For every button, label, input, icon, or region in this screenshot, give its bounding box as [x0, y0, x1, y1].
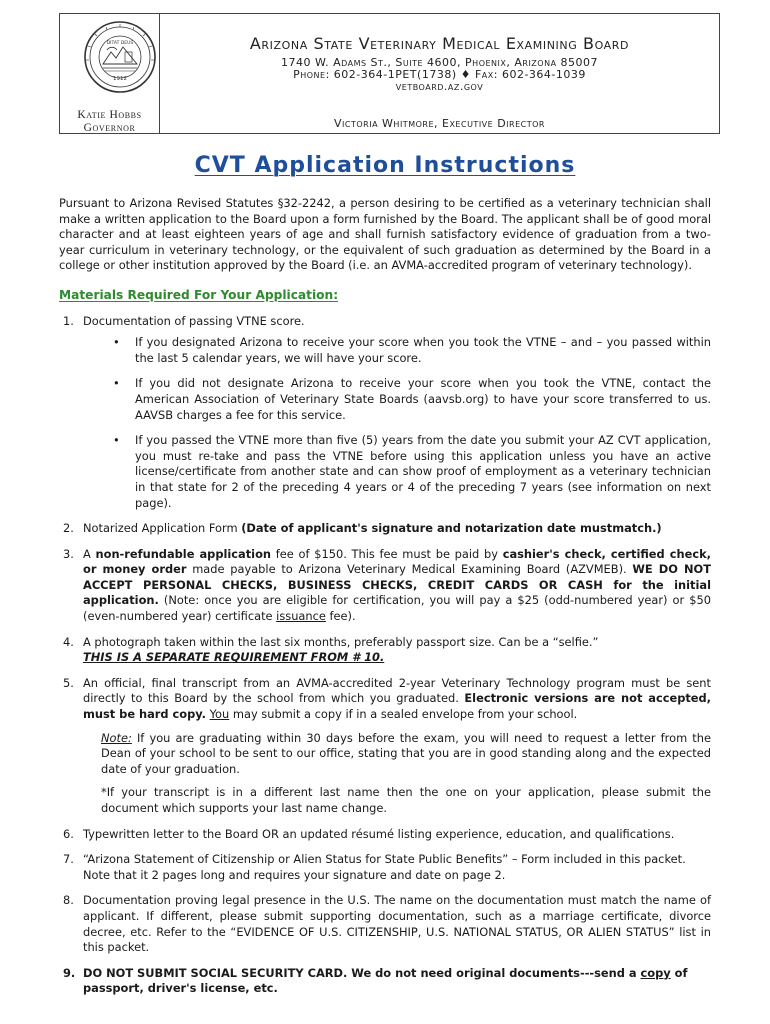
- list-item: [59, 676, 711, 817]
- board-name: Arizona State Veterinary Medical Examining Board: [249, 34, 630, 53]
- list-item: [59, 966, 711, 997]
- item-number: 7.: [63, 852, 74, 867]
- item-text: fee).: [325, 609, 356, 624]
- list-item: [59, 521, 711, 537]
- item-text-bold: (Date of applicant's signature and notarization date mustmatch.): [241, 521, 662, 536]
- bullet-item: [83, 335, 711, 366]
- item-text-underline: issuance: [276, 609, 326, 624]
- item-text-bold: non-refundable application: [95, 546, 272, 561]
- list-item: [59, 852, 711, 883]
- item-number: 2.: [63, 521, 74, 536]
- list-item: [59, 635, 711, 666]
- last-name-note: *If your transcript is in a different last name then the one on your application, please submit the document which supports your last name change.: [101, 785, 711, 815]
- item-text: Notarized Application Form: [83, 521, 242, 536]
- item-number: 6.: [63, 826, 74, 841]
- item-text-bold: Electronic versions are not accepted, must be hard copy.: [83, 691, 711, 722]
- item-paragraph: [83, 676, 711, 723]
- board-address: 1740 W. Adams St., Suite 4600, Phoenix, Arizona 85007: [280, 56, 599, 69]
- page-title: CVT Application Instructions: [194, 153, 576, 178]
- item-text-bold: WE DO NOT ACCEPT PERSONAL CHECKS, BUSINESS CHECKS, CREDIT CARDS OR CASH for the initial application.: [83, 562, 711, 608]
- item-text: An official, final transcript from an AVMA-accredited 2-year Veterinary Technology program must be sent directly to this Board by the school from which you graduated.: [83, 675, 711, 706]
- item-text: Documentation of passing VTNE score.: [83, 313, 305, 328]
- item-text: DO NOT SUBMIT SOCIAL SECURITY CARD. We do not need original documents---send a: [83, 965, 641, 980]
- letterhead: [59, 13, 720, 134]
- item-text-underline: You: [209, 707, 230, 722]
- item-text: A photograph taken within the last six months, preferably passport size. Can be a “selfie.”: [83, 634, 599, 649]
- separate-requirement-note: THIS IS A SEPARATE REQUIREMENT FROM # 10.: [83, 650, 385, 665]
- bullet-text: If you did not designate Arizona to receive your score when you took the VTNE, contact the American Association of Veterinary State Boards (aavsb.org) to have your score transferred to us. AAVSB charges a fee for this service.: [135, 376, 711, 422]
- note-label: Note:: [101, 730, 132, 745]
- item-text: of passport, driver's license, etc.: [83, 965, 688, 996]
- governor-block: [60, 109, 159, 135]
- board-phone-fax: Phone: 602-364-1PET(1738) ♦ Fax: 602-364-1039: [293, 68, 586, 81]
- bullet-text: If you passed the VTNE more than five (5) years from the date you submit your AZ CVT application, you must re-take and pass the VTNE before using this application unless you have an active license/certificate from another state and can show proof of employment as a veterinary technician in that state for 2 of the preceding 4 years or 4 of the preceding 7 years (see information on next page).: [135, 433, 711, 510]
- item-number: 4.: [63, 634, 74, 649]
- item-text: Typewritten letter to the Board OR an updated résumé listing experience, education, and qualifications.: [83, 826, 675, 841]
- list-item: [59, 314, 711, 512]
- item-text: “Arizona Statement of Citizenship or Alien Status for State Public Benefits” – Form included in this packet. Note that it 2 pages long and requires your signature and date on page 2.: [83, 852, 686, 882]
- item-text: Documentation proving legal presence in the U.S. The name on the documentation must match the name of applicant. If different, please submit supporting documentation, such as a marriage certificate, divorce decree, etc. Refer to the “EVIDENCE OF U.S. CITIZENSHIP, U.S. NATIONAL STATUS, OR ALIEN STATUS” list in this packet.: [83, 893, 711, 955]
- intro-paragraph: Pursuant to Arizona Revised Statutes §32-2242, a person desiring to be certified as a veterinary technician shall make a written application to the Board upon a form furnished by the Board. The applicant shall be of good moral character and at least eighteen years of age and shall furnish satisfactory evidence of graduation from a two-year curriculum in veterinary technology, or the equivalent of such graduation as determined by the Board in a college or other institution approved by the Board (i.e. an AVMA-accredited program of veterinary technology).: [59, 196, 711, 273]
- letterhead-right-panel: [160, 14, 719, 133]
- requirements-list: [59, 314, 711, 997]
- list-item: [59, 547, 711, 625]
- seal-motto: DITAT DEUS: [106, 41, 134, 46]
- item-text: made payable to Arizona Veterinary Medical Examining Board (AZVMEB).: [186, 562, 633, 577]
- materials-heading: Materials Required For Your Application:: [59, 287, 339, 302]
- list-item: [59, 893, 711, 955]
- state-seal-icon: [83, 20, 157, 94]
- bullet-item: [83, 376, 711, 423]
- item-number: 9.: [63, 965, 76, 980]
- vtne-bullets: [83, 335, 711, 511]
- governor-name: Katie Hobbs: [77, 109, 142, 121]
- executive-director: Victoria Whitmore, Executive Director: [334, 117, 545, 130]
- item-text: may submit a copy if in a sealed envelope from your school.: [229, 707, 578, 722]
- seal-year: 1912: [113, 76, 127, 82]
- item-text: (Note: once you are eligible for certification, you will pay a $25 (odd-numbered year) or $50 (even-numbered year) certificate: [83, 593, 711, 624]
- bullet-item: [83, 433, 711, 511]
- note-text: If you are graduating within 30 days before the exam, you will need to request a letter from the Dean of your school to be sent to our office, stating that you are in good standing along and the expected date of your graduation.: [101, 730, 711, 776]
- bullet-icon: •: [113, 376, 120, 391]
- board-website[interactable]: vetboard.az.gov: [395, 80, 484, 93]
- item-text: A: [83, 546, 96, 561]
- document-body: [59, 196, 711, 1007]
- item-number: 3.: [63, 546, 74, 561]
- graduation-note: [101, 731, 711, 778]
- bullet-icon: •: [113, 335, 120, 350]
- item-number: 5.: [63, 675, 74, 690]
- item-text-underline: copy: [640, 965, 671, 980]
- item-text: fee of $150. This fee must be paid by: [271, 546, 503, 561]
- item-text-bold: cashier's check, certified check, or money order: [83, 546, 711, 577]
- bullet-icon: •: [113, 433, 120, 448]
- item-number: 8.: [63, 893, 74, 908]
- item-number: 1.: [63, 313, 74, 328]
- governor-title: Governor: [83, 122, 136, 134]
- list-item: [59, 827, 711, 843]
- letterhead-left-panel: [60, 14, 160, 133]
- bullet-text: If you designated Arizona to receive your score when you took the VTNE – and – you passed within the last 5 calendar years, we will have your score.: [135, 335, 711, 365]
